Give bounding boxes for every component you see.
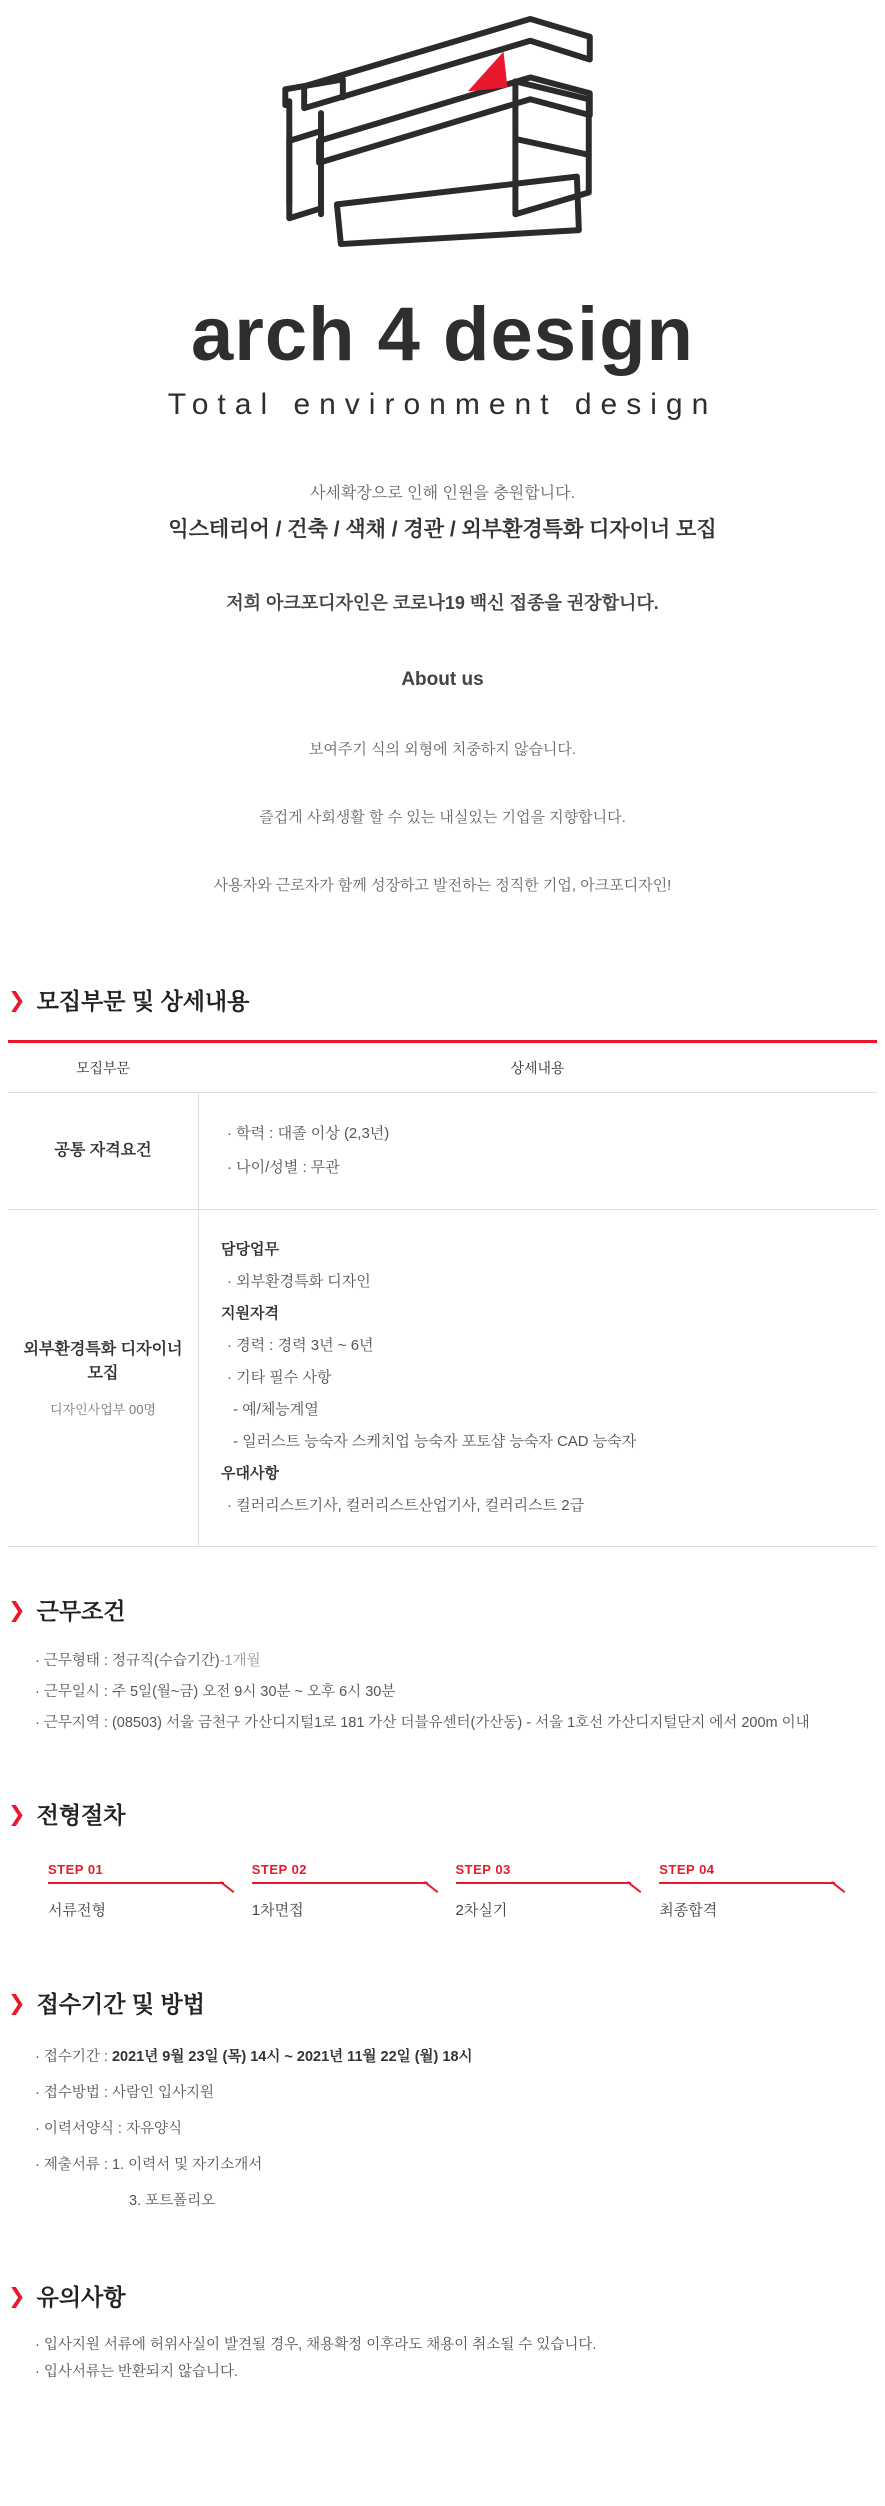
- detail-line: · 경력 : 경력 3년 ~ 6년: [227, 1337, 374, 1354]
- detail-line: - 예/체능계열: [233, 1401, 319, 1418]
- position-cell: [8, 1093, 198, 1209]
- brand-title: arch 4 design: [191, 292, 694, 377]
- section-notices: [0, 2279, 885, 2386]
- intro-positions-line: 익스테리어 / 건축 / 색채 / 경관 / 외부환경특화 디자이너 모집: [168, 518, 717, 541]
- step-name: 서류전형: [48, 1902, 106, 1919]
- section-title-recruit: [8, 983, 877, 1016]
- logo-bottom-slab: [336, 177, 578, 244]
- apply-info-list: [8, 2039, 877, 2219]
- table-row: [8, 1093, 877, 1210]
- detail-heading: 지원자격: [221, 1305, 279, 1322]
- chevron-right-icon: ❯: [8, 1803, 26, 1826]
- column-header-details: 상세내용: [510, 1059, 565, 1076]
- about-line-2: 즐겁게 사회생활 할 수 있는 내실있는 기업을 지향합니다.: [259, 809, 626, 826]
- process-steps: [8, 1862, 877, 1920]
- detail-heading: 담당업무: [221, 1241, 279, 1258]
- step-rule-line: [456, 1882, 632, 1884]
- section-title-work: [8, 1593, 877, 1626]
- list-item: · 이력서양식 : 자유양식: [35, 2121, 183, 2137]
- about-line-3: 사용자와 근로자가 함께 성장하고 발전하는 정직한 기업, 아크포디자인!: [213, 877, 672, 894]
- section-recruit-details: [0, 983, 885, 1547]
- step-number: STEP 03: [455, 1862, 511, 1877]
- position-headcount: 디자인사업부 00명: [50, 1402, 156, 1417]
- step-name: 1차면접: [251, 1902, 304, 1919]
- about-us-title: About us: [401, 669, 484, 690]
- list-item-continuation: 3. 포트폴리오: [129, 2193, 216, 2209]
- position-name: 공통 자격요건: [54, 1142, 152, 1159]
- section-apply-info: [0, 1986, 885, 2219]
- building-logo: [278, 10, 608, 248]
- section-title-process: [8, 1797, 877, 1830]
- detail-line: · 학력 : 대졸 이상 (2,3년): [227, 1125, 390, 1142]
- detail-line: · 기타 필수 사항: [227, 1369, 332, 1386]
- brand-subtitle: Total environment design: [167, 388, 718, 421]
- process-step-4: [659, 1862, 847, 1920]
- logo-right-box-line: [515, 139, 588, 155]
- section-hiring-process: [0, 1797, 885, 1920]
- section-title-apply: [8, 1986, 877, 2019]
- list-item: · 근무일시 : 주 5일(월~금) 오전 9시 30분 ~ 오후 6시 30분: [35, 1684, 396, 1700]
- section-title-text: 접수기간 및 방법: [36, 1991, 205, 2017]
- detail-line: · 나이/성별 : 무관: [227, 1159, 340, 1176]
- list-item: · 입사지원 서류에 허위사실이 발견될 경우, 채용확정 이후라도 채용이 취소될 수 있습니다.: [35, 2337, 597, 2353]
- chevron-right-icon: ❯: [8, 1599, 26, 1622]
- about-line-1: 보여주기 식의 외형에 치중하지 않습니다.: [308, 741, 577, 758]
- details-cell: [198, 1093, 877, 1209]
- table-row: [8, 1210, 877, 1547]
- section-work-conditions: [0, 1593, 885, 1739]
- list-item: · 접수기간 : 2021년 9월 23일 (목) 14시 ~ 2021년 11월 22일 (월) 18시: [35, 2049, 473, 2065]
- step-name: 최종합격: [659, 1902, 718, 1919]
- list-item: · 접수방법 : 사람인 입사지원: [35, 2085, 215, 2101]
- column-header-position: 모집부문: [75, 1059, 131, 1076]
- step-number: STEP 01: [48, 1862, 104, 1877]
- position-name: 외부환경특화 디자이너 모집: [23, 1341, 183, 1382]
- detail-line: · 컬러리스트기사, 컬러리스트산업기사, 컬러리스트 2급: [227, 1497, 585, 1514]
- section-title-text: 전형절차: [36, 1802, 126, 1828]
- process-step-3: [456, 1862, 644, 1920]
- section-title-notice: [8, 2279, 877, 2312]
- list-item: · 근무지역 : (08503) 서울 금천구 가산디지털1로 181 가산 더블유센터(가산동) - 서울 1호선 가산디지털단지 에서 200m 이내: [35, 1715, 810, 1731]
- section-title-text: 모집부문 및 상세내용: [36, 988, 250, 1014]
- intro-expansion-line: 사세확장으로 인해 인원을 충원합니다.: [309, 485, 576, 502]
- work-conditions-list: [8, 1646, 877, 1739]
- process-step-1: [48, 1862, 236, 1920]
- detail-line: · 외부환경특화 디자인: [227, 1273, 371, 1290]
- step-number: STEP 04: [659, 1862, 715, 1877]
- list-item: · 입사서류는 반환되지 않습니다.: [35, 2364, 239, 2380]
- section-title-text: 근무조건: [36, 1598, 126, 1624]
- intro-vaccine-line: 저희 아크포디자인은 코로나19 백신 접종을 권장합니다.: [226, 593, 659, 613]
- apply-period-dates: 2021년 9월 23일 (목) 14시 ~ 2021년 11월 22일 (월) 18시: [111, 2049, 473, 2065]
- process-step-2: [252, 1862, 440, 1920]
- bottom-whitespace: [0, 2386, 885, 2506]
- detail-heading: 우대사항: [221, 1465, 279, 1482]
- step-rule-line: [659, 1882, 835, 1884]
- detail-line: - 일러스트 능숙자 스케치업 능숙자 포토샵 능숙자 CAD 능숙자: [233, 1433, 637, 1450]
- section-title-text: 유의사항: [36, 2284, 126, 2310]
- chevron-right-icon: ❯: [8, 989, 26, 1012]
- logo-top-slab: [304, 19, 590, 108]
- recruit-table-header: [8, 1043, 877, 1093]
- chevron-right-icon: ❯: [8, 2285, 26, 2308]
- list-item: · 근무형태 : 정규직(수습기간)-1개월: [35, 1653, 261, 1669]
- logo-container: [0, 0, 885, 253]
- chevron-right-icon: ❯: [8, 1992, 26, 2015]
- position-cell: [8, 1210, 198, 1546]
- step-name: 2차실기: [455, 1902, 508, 1919]
- step-rule-line: [48, 1882, 224, 1884]
- details-cell: [198, 1210, 877, 1546]
- notice-list: [8, 2332, 877, 2386]
- probation-note: -1개월: [219, 1653, 261, 1669]
- step-number: STEP 02: [251, 1862, 308, 1877]
- list-item: · 제출서류 : 1. 이력서 및 자기소개서: [35, 2157, 263, 2173]
- step-rule-line: [252, 1882, 428, 1884]
- recruit-table: [8, 1040, 877, 1547]
